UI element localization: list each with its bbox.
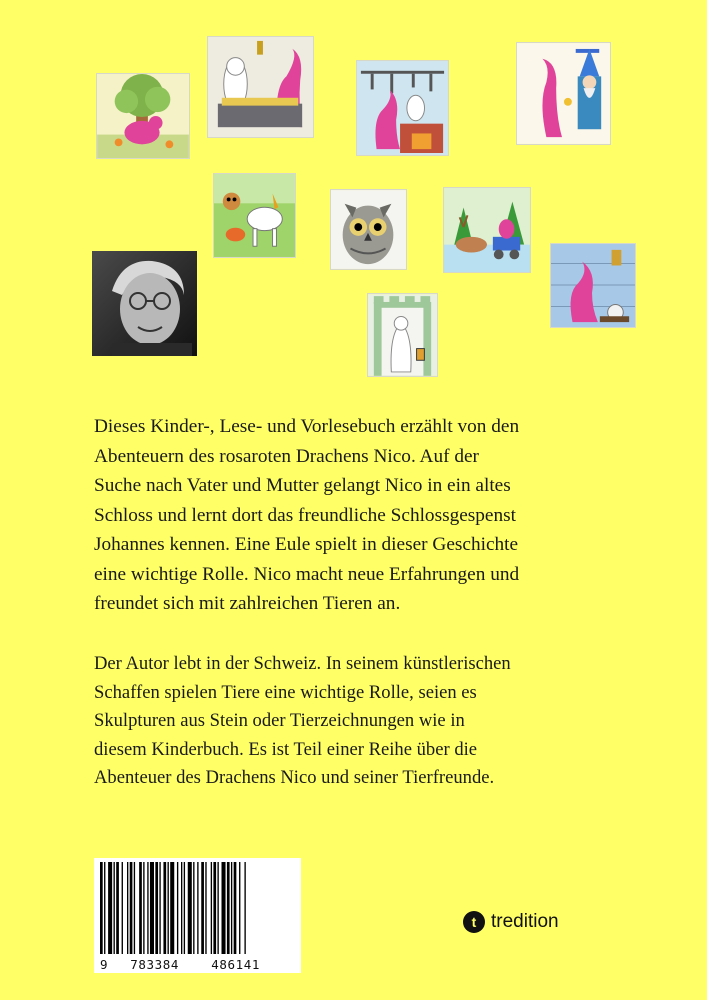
blurb-line: eine wichtige Rolle. Nico macht neue Erfahrungen und (94, 563, 520, 585)
barcode-bar (231, 862, 232, 954)
barcode-bar (201, 862, 204, 954)
blurb-line: Johannes kennen. Eine Eule spielt in dieser Geschichte (94, 534, 519, 555)
barcode-bar (116, 862, 119, 954)
publisher-mark (463, 911, 559, 933)
barcode-bar (143, 862, 144, 954)
barcode-bar (100, 862, 103, 954)
barcode-bar (130, 862, 133, 954)
barcode-bar (168, 862, 169, 954)
barcode-bar (184, 862, 185, 954)
illustration-wizard-with-dragon (516, 42, 611, 145)
barcode-bar (170, 862, 174, 954)
barcode-bar (177, 862, 178, 954)
illustration-owl-portrait (330, 189, 407, 270)
blurb-paragraph-story (94, 412, 634, 619)
illustration-tree-dragon (96, 73, 190, 159)
illustration-reindeer-cart (443, 187, 531, 273)
barcode-bar (197, 862, 198, 954)
barcode-bar (134, 862, 135, 954)
barcode-bar (163, 862, 166, 954)
blurb-line: diesem Kinderbuch. Es ist Teil einer Reihe über die (94, 738, 478, 760)
barcode-bar (122, 862, 123, 954)
blurb-line: freundet sich mit zahlreichen Tieren an. (94, 593, 401, 614)
illustration-ghost-and-dragon-at-table (207, 36, 314, 138)
barcode-bars (100, 862, 295, 954)
illustration-kitchen-with-dragon (356, 60, 449, 156)
blurb-line: Suche nach Vater und Mutter gelangt Nico in ein altes (94, 475, 511, 496)
barcode-bar (155, 862, 158, 954)
isbn-barcode (94, 858, 301, 973)
barcode-bar (234, 862, 237, 954)
barcode-digits (100, 957, 295, 972)
barcode-bar (150, 862, 154, 954)
barcode-bar (222, 862, 226, 954)
blurb-line: Schaffen spielen Tiere eine wichtige Rolle, seien es (94, 681, 477, 703)
barcode-bar (139, 862, 142, 954)
blurb-line: Schloss und lernt dort das freundliche Schlossgespenst (94, 504, 516, 526)
illustration-owl-unicorn-fox (213, 173, 296, 258)
illustration-ghost-in-tower (367, 293, 438, 377)
blurb-line: Abenteuern des rosaroten Drachens Nico. Auf der (94, 445, 479, 467)
blurb-paragraph-author (94, 650, 634, 793)
barcode-bar (211, 862, 212, 954)
barcode-bar (147, 862, 148, 954)
barcode-bar (213, 862, 216, 954)
barcode-digit-first: 9 (100, 957, 109, 972)
barcode-bar (239, 862, 240, 954)
barcode-bar (159, 862, 160, 954)
barcode-bar (193, 862, 194, 954)
barcode-bar (104, 862, 105, 954)
barcode-group-left: 783384 (130, 957, 180, 972)
barcode-bar (114, 862, 115, 954)
publisher-name: tredition (491, 911, 559, 932)
barcode-bar (227, 862, 230, 954)
blurb-line: Abenteuer des Drachens Nico und seiner Tierfreunde. (94, 767, 495, 788)
author-photo (92, 251, 197, 356)
barcode-bar (205, 862, 206, 954)
barcode-bar (244, 862, 245, 954)
barcode-bar (108, 862, 112, 954)
barcode-bar (181, 862, 182, 954)
barcode-bar (217, 862, 218, 954)
tredition-logo-icon: t (463, 911, 485, 933)
illustration-dragon-in-dungeon (550, 243, 636, 328)
barcode-bar (127, 862, 128, 954)
blurb-line: Skulpturen aus Stein oder Tierzeichnungen wie in (94, 710, 465, 731)
barcode-bar (188, 862, 192, 954)
barcode-group-right: 486141 (211, 957, 260, 972)
blurb-line: Der Autor lebt in der Schweiz. In seinem künstlerischen (94, 653, 511, 674)
blurb-line: Dieses Kinder-, Lese- und Vorlesebuch erzählt von den (94, 416, 520, 437)
